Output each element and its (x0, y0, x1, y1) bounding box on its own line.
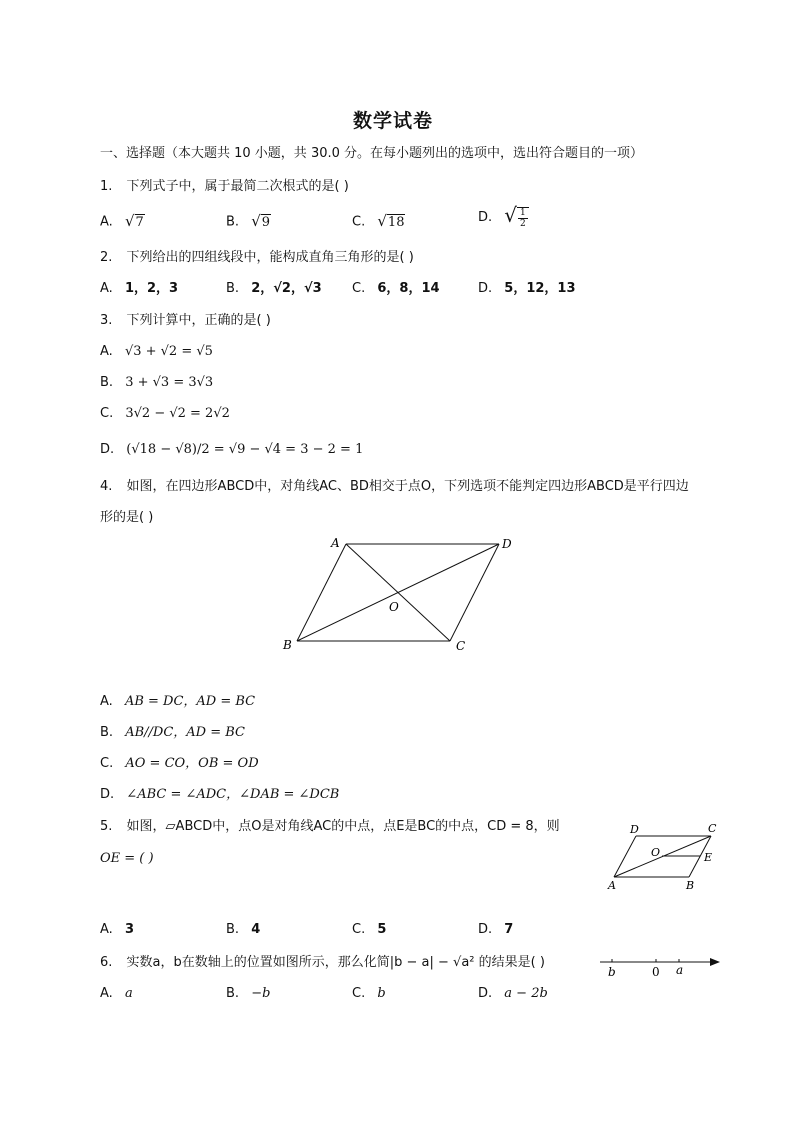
section-header: 一、选择题（本大题共 10 小题，共 30.0 分。在每小题列出的选项中，选出符合题目的一项） (100, 146, 644, 161)
q1-option-b[interactable] (226, 212, 271, 232)
sqrt-expression: √7 (124, 212, 144, 230)
option-formula: AB//DC，AD = BC (125, 725, 245, 740)
q3-option-d[interactable] (100, 441, 363, 459)
label-b: B (283, 638, 292, 652)
option-formula: b (377, 986, 386, 1001)
option-text: 5 (377, 922, 387, 937)
q2-option-d[interactable] (478, 280, 576, 298)
option-formula: √3 + √2 = √5 (124, 344, 213, 359)
label-d: D (502, 537, 512, 551)
option-text: 1，2，3 (124, 281, 179, 296)
label-zero: 0 (652, 965, 660, 979)
option-formula: AB = DC，AD = BC (124, 694, 256, 709)
option-letter: A. (100, 922, 113, 937)
question-5 (100, 818, 560, 836)
label-c: C (456, 639, 466, 653)
option-letter: D. (100, 442, 115, 457)
option-letter: B. (100, 725, 114, 740)
label-b: b (608, 965, 616, 979)
fraction-numerator: 1 (520, 208, 526, 218)
question-stem: 实数a，b在数轴上的位置如图所示，那么化简|b − a| − √a² 的结果是( ) (126, 955, 545, 970)
question-2 (100, 249, 414, 267)
option-text: 4 (251, 922, 261, 937)
q4-option-c[interactable] (100, 755, 259, 773)
option-formula: 3 + √3 = 3√3 (125, 375, 214, 390)
q4-option-d[interactable] (100, 786, 339, 804)
radicand: 7 (135, 215, 144, 230)
question-stem-line1: 如图，▱ABCD中，点O是对角线AC的中点，点E是BC的中点，CD = 8，则 (126, 819, 560, 834)
q3-option-b[interactable] (100, 374, 213, 392)
option-letter: B. (226, 214, 240, 230)
question-1 (100, 178, 349, 196)
option-letter: D. (100, 787, 115, 802)
q5-option-c[interactable] (352, 921, 386, 939)
q6-option-d[interactable] (478, 985, 548, 1003)
q2-option-a[interactable] (100, 280, 178, 298)
option-formula: ∠ABC = ∠ADC，∠DAB = ∠DCB (126, 787, 340, 802)
option-letter: A. (100, 986, 113, 1001)
option-text: 5，12，13 (504, 281, 576, 296)
sqrt-expression: √18 (377, 212, 405, 230)
q1-option-a[interactable] (100, 212, 145, 232)
arrow-right-icon (710, 958, 720, 966)
fraction-denominator: 2 (520, 219, 526, 229)
question-number: 4. (100, 479, 113, 494)
q2-option-c[interactable] (352, 280, 440, 298)
option-formula: (√18 − √8)/2 = √9 − √4 = 3 − 2 = 1 (126, 442, 364, 457)
q4-option-a[interactable] (100, 693, 255, 711)
question-stem: 下列给出的四组线段中，能构成直角三角形的是( ) (126, 250, 414, 265)
radicand: 18 (387, 215, 405, 230)
option-formula: 3√2 − √2 = 2√2 (125, 406, 230, 421)
question-6 (100, 954, 545, 972)
option-letter: C. (352, 986, 366, 1001)
question-number: 6. (100, 955, 113, 970)
question-stem-line2: 形的是( ) (100, 510, 154, 525)
option-formula: a (124, 986, 133, 1001)
label-a: a (676, 963, 684, 977)
parallelogram-figure (270, 530, 530, 660)
option-letter: D. (478, 986, 493, 1001)
question-number: 2. (100, 250, 113, 265)
question-stem-line2: OE = ( ) (100, 851, 154, 866)
edge-ab (297, 544, 346, 641)
label-a: A (608, 879, 616, 892)
q3-option-a[interactable] (100, 343, 213, 361)
option-text: 2，√2，√3 (251, 281, 322, 296)
option-letter: D. (478, 922, 493, 937)
option-letter: B. (226, 281, 240, 296)
q4-option-b[interactable] (100, 724, 245, 742)
sqrt-fraction: √ $\frac{1}{2}$ (504, 206, 528, 229)
label-b: B (686, 879, 695, 892)
label-c: C (708, 822, 717, 835)
parallelogram-midpoint-figure (600, 818, 730, 898)
q5-option-d[interactable] (478, 921, 513, 939)
option-text: 6，8，14 (377, 281, 440, 296)
number-line-figure (596, 950, 724, 980)
option-formula: AO = CO，OB = OD (125, 756, 259, 771)
radicand: 9 (261, 215, 271, 230)
label-a: A (331, 536, 340, 550)
q6-option-a[interactable] (100, 985, 133, 1003)
question-3 (100, 312, 271, 330)
q5-option-a[interactable] (100, 921, 134, 939)
option-letter: A. (100, 694, 113, 709)
diagonal-bd (297, 544, 499, 641)
option-letter: C. (100, 406, 114, 421)
option-letter: A. (100, 214, 113, 230)
q3-option-c[interactable] (100, 405, 230, 423)
label-e: E (704, 851, 713, 864)
option-letter: C. (352, 922, 366, 937)
option-letter: C. (352, 214, 366, 230)
question-4 (100, 478, 689, 496)
page-title: 数学试卷 (353, 110, 434, 132)
q6-option-b[interactable] (226, 985, 270, 1003)
label-o: O (389, 600, 399, 614)
question-number: 3. (100, 313, 113, 328)
option-letter: B. (226, 986, 240, 1001)
option-letter: A. (100, 281, 113, 296)
option-letter: C. (100, 756, 114, 771)
q5-option-b[interactable] (226, 921, 260, 939)
q1-option-c[interactable] (352, 212, 405, 232)
option-letter: D. (478, 281, 493, 296)
q1-option-d[interactable] (478, 203, 529, 229)
option-text: 7 (504, 922, 514, 937)
question-stem: 下列计算中，正确的是( ) (126, 313, 271, 328)
q2-option-b[interactable] (226, 280, 322, 298)
option-letter: D. (478, 210, 493, 225)
edge-da (614, 836, 636, 877)
option-letter: C. (352, 281, 366, 296)
option-formula: a − 2b (504, 986, 548, 1001)
edge-dc (450, 544, 499, 641)
option-letter: A. (100, 344, 113, 359)
question-number: 5. (100, 819, 113, 834)
question-number: 1. (100, 179, 113, 194)
question-stem-line1: 如图，在四边形ABCD中，对角线AC、BD相交于点O，下列选项不能判定四边形ABCD是平行四边 (126, 479, 689, 494)
sqrt-expression: √9 (251, 212, 271, 230)
question-stem: 下列式子中，属于最简二次根式的是( ) (126, 179, 349, 194)
option-letter: B. (100, 375, 114, 390)
label-d: D (630, 823, 639, 836)
option-formula: −b (251, 986, 271, 1001)
label-o: O (651, 846, 661, 859)
q6-option-c[interactable] (352, 985, 386, 1003)
option-letter: B. (226, 922, 240, 937)
option-text: 3 (124, 922, 134, 937)
